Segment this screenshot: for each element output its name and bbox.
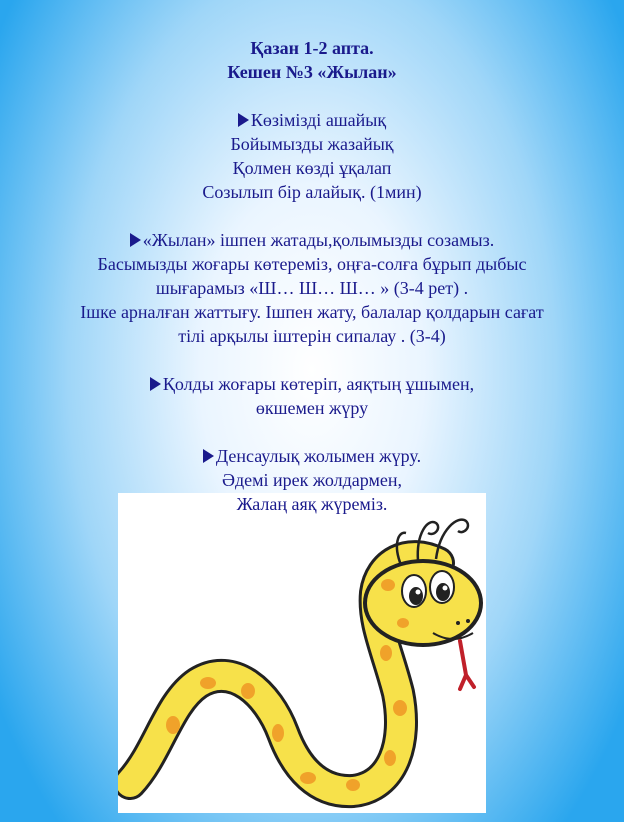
snake-image — [118, 493, 486, 813]
exercise-4-line-1: Денсаулық жолымен жүру. — [215, 446, 422, 466]
title-line-2: Кешен №3 «Жылан» — [227, 62, 397, 82]
exercise-1 — [0, 108, 624, 204]
exercise-4 — [0, 444, 624, 516]
exercise-2-line-4: Ішке арналған жаттығу. Ішпен жату, балалар қолдарын сағат — [80, 302, 544, 322]
snake-illustration-icon — [118, 493, 486, 813]
exercise-2-line-3: шығарамыз «Ш… Ш… Ш… » (3-4 рет) . — [155, 278, 469, 298]
exercise-3-line-2: өкшемен жүру — [255, 398, 369, 418]
arrow-bullet-icon — [238, 113, 249, 127]
exercise-2-line-2: Басымызды жоғары көтереміз, оңға-солға бұрып дыбыс — [97, 254, 527, 274]
arrow-bullet-icon — [150, 377, 161, 391]
document-title — [0, 36, 624, 84]
title-line-1: Қазан 1-2 апта. — [250, 38, 374, 58]
exercise-4-line-3: Жалаң аяқ жүреміз. — [236, 494, 388, 514]
arrow-bullet-icon — [130, 233, 141, 247]
exercise-1-line-4: Созылып бір алайық. (1мин) — [202, 182, 422, 202]
exercise-1-line-2: Бойымызды жазайық — [230, 134, 394, 154]
exercise-4-line-2: Әдемі ирек жолдармен, — [221, 470, 403, 490]
exercise-2-line-5: тілі арқылы іштерін сипалау . (3-4) — [178, 326, 446, 346]
exercise-1-line-3: Қолмен көзді ұқалап — [232, 158, 392, 178]
exercise-3-line-1: Қолды жоғары көтеріп, аяқтың ұшымен, — [162, 374, 475, 394]
exercise-2 — [0, 228, 624, 348]
text-block — [0, 36, 624, 516]
exercise-1-line-1: Көзімізді ашайық — [250, 110, 387, 130]
arrow-bullet-icon — [203, 449, 214, 463]
exercise-3 — [0, 372, 624, 420]
exercise-2-line-1: «Жылан» ішпен жатады,қолымызды созамыз. — [142, 230, 495, 250]
